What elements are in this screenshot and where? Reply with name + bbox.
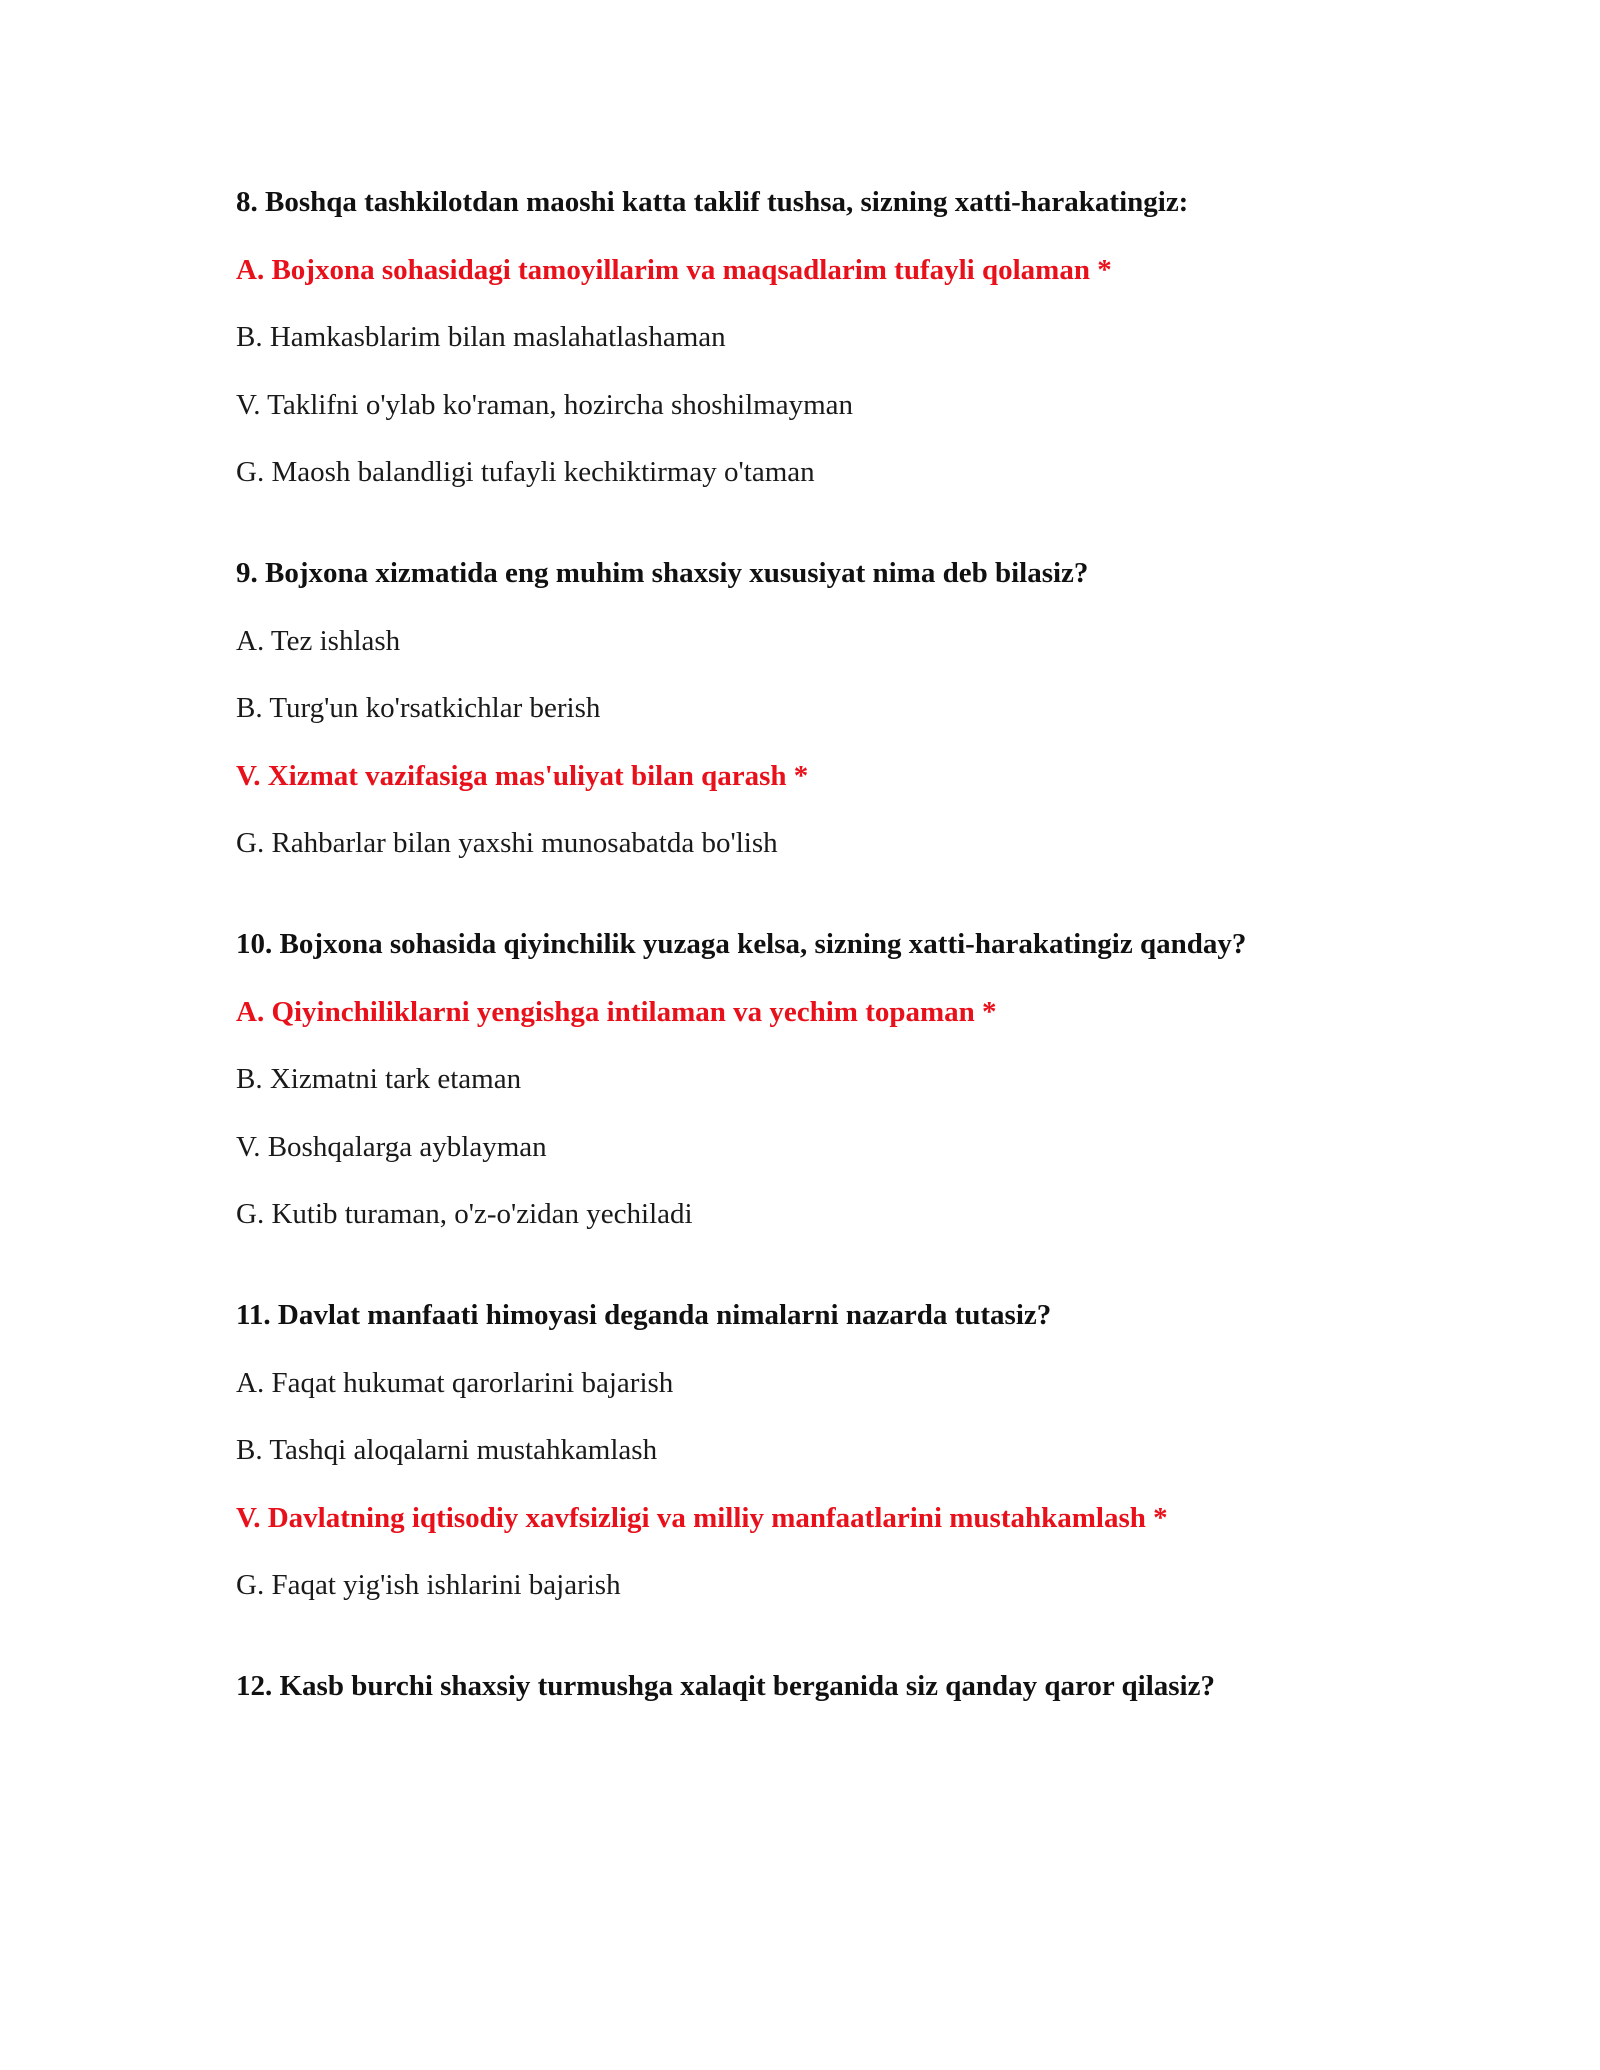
- question-text: 11. Davlat manfaati himoyasi deganda nimalarni nazarda tutasiz?: [236, 1299, 1052, 1331]
- question-block: [236, 185, 1416, 489]
- answer-option: G. Faqat yig'ish ishlarini bajarish: [236, 1569, 621, 1601]
- correct-answer-option: V. Xizmat vazifasiga mas'uliyat bilan qarash *: [236, 759, 809, 792]
- answer-option: G. Kutib turaman, o'z-o'zidan yechiladi: [236, 1198, 693, 1230]
- answer-option: V. Taklifni o'ylab ko'raman, hozircha shoshilmayman: [236, 388, 854, 421]
- question-text: 8. Boshqa tashkilotdan maoshi katta taklif tushsa, sizning xatti-harakatingiz:: [236, 186, 1189, 218]
- answer-option: A. Faqat hukumat qarorlarini bajarish: [236, 1366, 674, 1399]
- answer-option: V. Boshqalarga ayblayman: [236, 1130, 547, 1163]
- question-text: 10. Bojxona sohasida qiyinchilik yuzaga kelsa, sizning xatti-harakatingiz qanday?: [236, 928, 1247, 960]
- correct-answer-option: V. Davlatning iqtisodiy xavfsizligi va milliy manfaatlarini mustahkamlash *: [236, 1501, 1168, 1534]
- answer-option: G. Rahbarlar bilan yaxshi munosabatda bo'lish: [236, 827, 778, 859]
- answer-option: B. Turg'un ko'rsatkichlar berish: [236, 692, 601, 724]
- question-text: 9. Bojxona xizmatida eng muhim shaxsiy xususiyat nima deb bilasiz?: [236, 557, 1089, 589]
- question-block: [236, 556, 1416, 860]
- answer-option: A. Tez ishlash: [236, 624, 401, 657]
- question-block: [236, 1298, 1416, 1602]
- answer-option: G. Maosh balandligi tufayli kechiktirmay o'taman: [236, 456, 815, 488]
- questions-container: [236, 185, 1416, 1770]
- question-text: 12. Kasb burchi shaxsiy turmushga xalaqit berganida siz qanday qaror qilasiz?: [236, 1670, 1215, 1702]
- correct-answer-option: A. Bojxona sohasidagi tamoyillarim va maqsadlarim tufayli qolaman *: [236, 253, 1112, 286]
- answer-option: B. Tashqi aloqalarni mustahkamlash: [236, 1434, 658, 1466]
- question-block: [236, 1669, 1416, 1703]
- correct-answer-option: A. Qiyinchiliklarni yengishga intilaman va yechim topaman *: [236, 995, 997, 1028]
- answer-option: B. Xizmatni tark etaman: [236, 1063, 522, 1095]
- question-block: [236, 927, 1416, 1231]
- answer-option: B. Hamkasblarim bilan maslahatlashaman: [236, 321, 726, 353]
